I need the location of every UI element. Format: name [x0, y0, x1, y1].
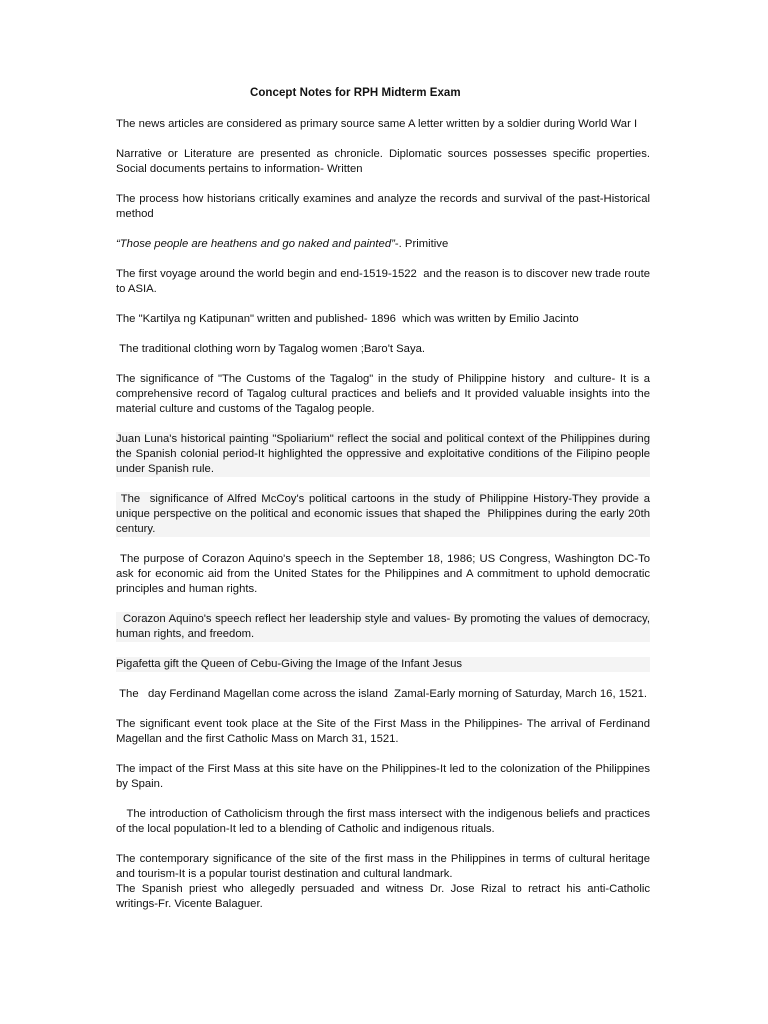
document-body	[116, 117, 654, 927]
paragraph-pigafetta-gift: Pigafetta gift the Queen of Cebu-Giving the Image of the Infant Jesus	[116, 657, 650, 672]
paragraph-customs-of-tagalog: The significance of "The Customs of the Tagalog" in the study of Philippine history and culture- It is a comprehensive record of Tagalog cultural practices and beliefs and It provided valuable insights into the material culture and customs of the Tagalog people.	[116, 373, 654, 415]
quote-answer: -. Primitive	[394, 238, 449, 250]
paragraph-first-mass-event: The significant event took place at the Site of the First Mass in the Philippines- The arrival of Ferdinand Magellan and the first Catholic Mass on March 31, 1521.	[116, 718, 654, 745]
paragraph-traditional-clothing: The traditional clothing worn by Tagalog women ;Baro't Saya.	[116, 343, 426, 355]
paragraph-kartilya: The "Kartilya ng Katipunan" written and published- 1896 which was written by Emilio Jacinto	[116, 313, 579, 325]
paragraph-heathens-quote	[116, 237, 650, 252]
paragraph-first-mass-impact: The impact of the First Mass at this site have on the Philippines-It led to the colonization of the Philippines by Spain.	[116, 763, 654, 790]
paragraph-primary-source: The news articles are considered as primary source same A letter written by a soldier during World War I	[116, 118, 638, 130]
paragraph-magellan-zamal: The day Ferdinand Magellan come across the island Zamal-Early morning of Saturday, March 16, 1521.	[116, 688, 648, 700]
paragraph-first-voyage: The first voyage around the world begin and end-1519-1522 and the reason is to discover new trade route to ASIA.	[116, 268, 654, 295]
paragraph-mccoy-cartoons: The significance of Alfred McCoy's political cartoons in the study of Philippine History-They provide a unique perspective on the political and economic issues that shaped the Philippines during the early 20th century.	[116, 493, 654, 535]
paragraph-rizal-retraction: The Spanish priest who allegedly persuaded and witness Dr. Jose Rizal to retract his anti-Catholic writings-Fr. Vicente Balaguer.	[116, 883, 654, 910]
paragraph-contemporary-significance: The contemporary significance of the site of the first mass in the Philippines in terms of cultural heritage and tourism-It is a popular tourist destination and cultural landmark.	[116, 853, 654, 880]
paragraph-narrative-literature: Narrative or Literature are presented as chronicle. Diplomatic sources possesses specific properties. Social documents pertains to information- Written	[116, 148, 654, 175]
paragraph-aquino-speech-purpose: The purpose of Corazon Aquino's speech in the September 18, 1986; US Congress, Washington DC-To ask for economic aid from the United States for the Philippines and A commitment to uphold democratic principles and human rights.	[116, 553, 654, 595]
paragraph-spoliarium: Juan Luna's historical painting "Spoliarium" reflect the social and political context of the Philippines during the Spanish colonial period-It highlighted the oppressive and exploitative conditions of the Filipino people under Spanish rule.	[116, 433, 654, 475]
quote-text: “Those people are heathens and go naked and painted”	[116, 238, 395, 250]
paragraph-aquino-leadership: Corazon Aquino's speech reflect her leadership style and values- By promoting the values of democracy, human rights, and freedom.	[116, 613, 654, 640]
paragraph-historical-method: The process how historians critically examines and analyze the records and survival of the past-Historical method	[116, 193, 654, 220]
paragraph-catholicism-intersect: The introduction of Catholicism through the first mass intersect with the indigenous beliefs and practices of the local population-It led to a blending of Catholic and indigenous rituals.	[116, 808, 654, 835]
document-title: Concept Notes for RPH Midterm Exam	[250, 87, 461, 99]
